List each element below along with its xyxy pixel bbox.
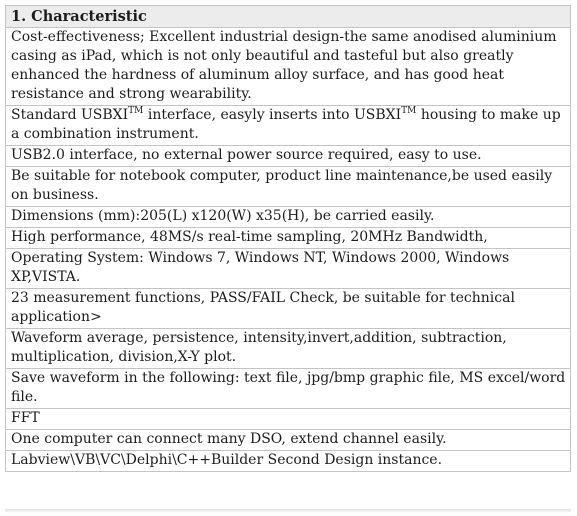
usbxi-text-b: interface, easyly inserts into USBXI [143,107,402,123]
row-waveform-operations: Waveform average, persistence, intensity,invert,addition, subtraction, multiplication, division,X-Y plot. [6,329,571,369]
usbxi-text-c: housing to make up a combination instrument. [11,107,561,142]
row-performance: High performance, 48MS/s real-time sampling, 20MHz Bandwidth, [6,228,571,249]
table-row [6,106,571,146]
row-multi-dso: One computer can connect many DSO, extend channel easily. [6,430,571,451]
table-row [6,369,571,409]
bottom-shadow [5,509,571,513]
row-cost-effectiveness: Cost-effectiveness; Excellent industrial design-the same anodised aluminium casing as iPad, which is not only beautiful and tasteful but also greatly enhanced the hardness of aluminum alloy surface, and has good heat resistance and strong wearability. [6,28,571,106]
row-operating-system: Operating System: Windows 7, Windows NT, Windows 2000, Windows XP,VISTA. [6,249,571,289]
row-usbxi-interface [6,106,571,146]
trademark-sup: TM [401,106,417,116]
row-second-design: Labview\VB\VC\Delphi\C++Builder Second Design instance. [6,451,571,472]
table-row [6,329,571,369]
table-row [6,146,571,167]
row-measurement-functions: 23 measurement functions, PASS/FAIL Check, be suitable for technical application> [6,289,571,329]
row-usb2-interface: USB2.0 interface, no external power source required, easy to use. [6,146,571,167]
characteristic-table [5,5,571,472]
row-dimensions: Dimensions (mm):205(L) x120(W) x35(H), be carried easily. [6,207,571,228]
table-row [6,409,571,430]
table-row [6,28,571,106]
row-notebook-suitability: Be suitable for notebook computer, product line maintenance,be used easily on business. [6,167,571,207]
table-header-row [6,6,571,28]
table-row [6,430,571,451]
usbxi-text-a: Standard USBXI [11,107,129,123]
section-title: 1. Characteristic [6,6,571,28]
table-row [6,167,571,207]
table-row [6,289,571,329]
table-row [6,207,571,228]
table-row [6,451,571,472]
row-save-waveform: Save waveform in the following: text file, jpg/bmp graphic file, MS excel/word file. [6,369,571,409]
table-row [6,249,571,289]
characteristic-table-container [5,5,571,472]
row-fft: FFT [6,409,571,430]
trademark-sup: TM [128,106,144,116]
table-row [6,228,571,249]
